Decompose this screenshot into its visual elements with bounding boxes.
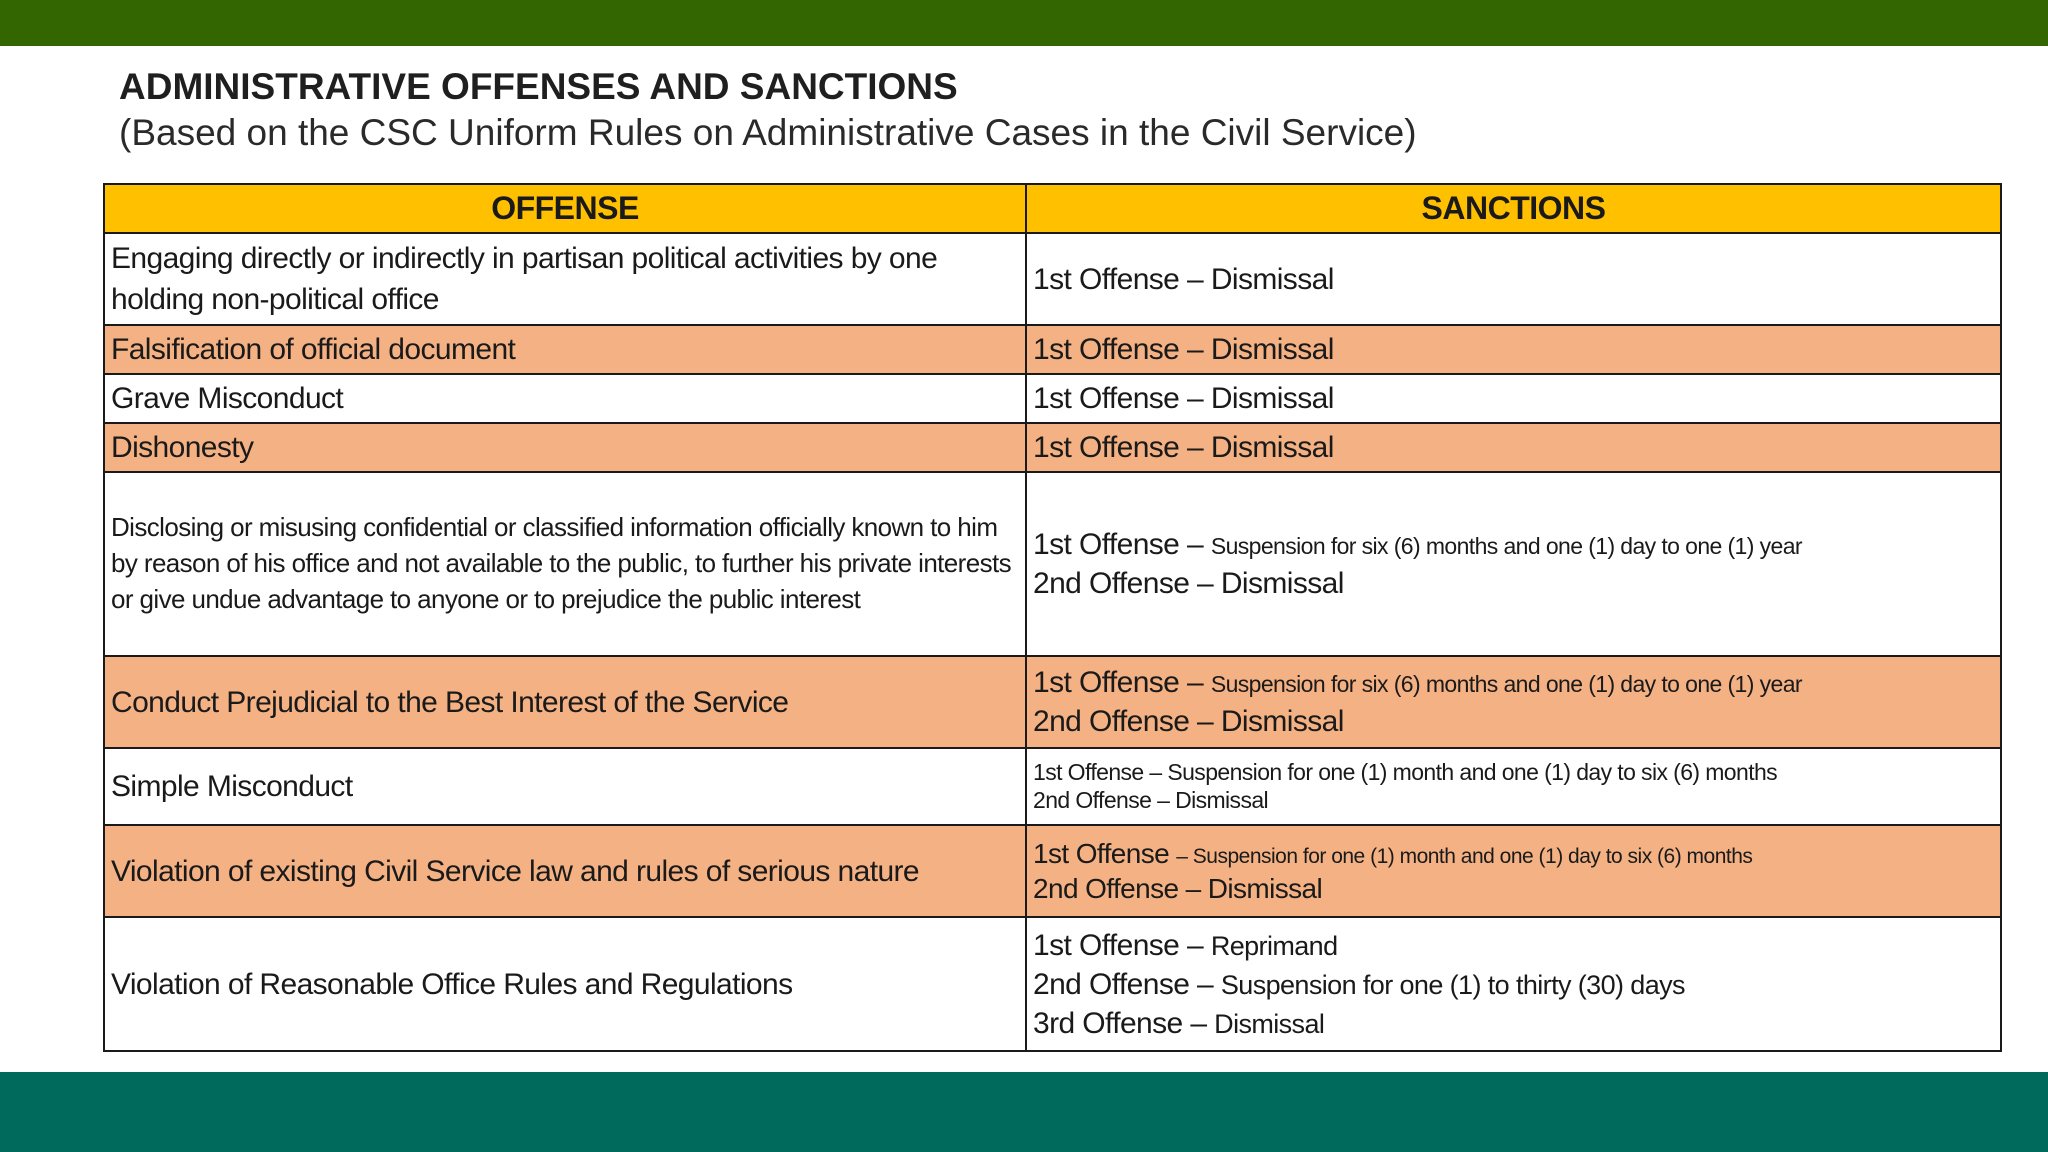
sanction-line — [1033, 926, 1994, 965]
offense-cell: Violation of existing Civil Service law and rules of serious nature — [104, 825, 1026, 917]
sanction-line — [1033, 663, 1994, 702]
sanction-detail: Reprimand — [1210, 930, 1338, 961]
sanction-detail: Dismissal — [1214, 1008, 1325, 1039]
sanction-line — [1033, 836, 1994, 872]
offense-number: 2nd Offense – — [1033, 967, 1221, 1001]
sanctions-table — [103, 183, 2002, 1052]
table-row — [104, 748, 2001, 825]
sanction-cell — [1026, 917, 2001, 1051]
offense-cell: Grave Misconduct — [104, 374, 1026, 423]
sanction-detail: Suspension for six (6) months and one (1) day to one (1) year — [1210, 671, 1802, 697]
sanction-line: 1st Offense – Dismissal — [1033, 333, 1334, 366]
offense-cell: Falsification of official document — [104, 325, 1026, 374]
offense-number: 1st Offense – — [1033, 666, 1211, 699]
offense-cell: Engaging directly or indirectly in partisan political activities by one holding non-political office — [104, 233, 1026, 325]
column-header-offense: OFFENSE — [104, 184, 1026, 233]
sanction-cell — [1026, 472, 2001, 656]
sanction-line — [1033, 1004, 1994, 1043]
sanction-cell — [1026, 748, 2001, 825]
offense-number: 1st Offense – — [1033, 528, 1211, 561]
sanction-line: 1st Offense – Suspension for one (1) month and one (1) day to six (6) months — [1033, 758, 1778, 785]
sanction-detail: Suspension for six (6) months and one (1) day to one (1) year — [1210, 533, 1802, 559]
table-row — [104, 374, 2001, 423]
table-header-row — [104, 184, 2001, 233]
offense-cell: Simple Misconduct — [104, 748, 1026, 825]
table-row — [104, 825, 2001, 917]
offense-number: 1st Offense — [1033, 838, 1177, 870]
table-row — [104, 917, 2001, 1051]
top-banner — [0, 0, 2048, 46]
page-title: ADMINISTRATIVE OFFENSES AND SANCTIONS — [119, 66, 958, 107]
sanction-detail: – Suspension for one (1) month and one (1) day to six (6) months — [1176, 845, 1753, 869]
sanction-cell — [1026, 656, 2001, 748]
offense-number: 1st Offense – — [1033, 928, 1211, 962]
offense-cell: Conduct Prejudicial to the Best Interest of the Service — [104, 656, 1026, 748]
sanction-line: 2nd Offense – Dismissal — [1033, 567, 1344, 600]
sanction-line: 2nd Offense – Dismissal — [1033, 786, 1269, 813]
table-row — [104, 423, 2001, 472]
bottom-banner — [0, 1072, 2048, 1152]
sanction-line: 1st Offense – Dismissal — [1033, 431, 1334, 464]
sanction-cell — [1026, 233, 2001, 325]
page-subtitle: (Based on the CSC Uniform Rules on Administrative Cases in the Civil Service) — [119, 112, 1417, 153]
offense-cell: Violation of Reasonable Office Rules and Regulations — [104, 917, 1026, 1051]
table-row — [104, 233, 2001, 325]
column-header-sanctions: SANCTIONS — [1026, 184, 2001, 233]
sanction-line: 1st Offense – Dismissal — [1033, 382, 1334, 415]
sanction-detail: Suspension for one (1) to thirty (30) days — [1220, 969, 1685, 1000]
sanction-line — [1033, 965, 1994, 1004]
table-row — [104, 656, 2001, 748]
table-row — [104, 325, 2001, 374]
sanction-line: 2nd Offense – Dismissal — [1033, 705, 1344, 738]
offense-cell: Disclosing or misusing confidential or classified information officially known to him by reason of his office and not available to the public, to further his private interests or give undue advantage to anyone or to prejudice the public interest — [104, 472, 1026, 656]
offense-cell: Dishonesty — [104, 423, 1026, 472]
sanction-cell — [1026, 825, 2001, 917]
sanction-line: 2nd Offense – Dismissal — [1033, 873, 1323, 905]
sanction-cell — [1026, 325, 2001, 374]
sanction-line: 1st Offense – Dismissal — [1033, 262, 1334, 296]
offense-number: 3rd Offense – — [1033, 1006, 1215, 1040]
sanction-line — [1033, 525, 1994, 564]
table-row — [104, 472, 2001, 656]
sanction-cell — [1026, 423, 2001, 472]
sanction-cell — [1026, 374, 2001, 423]
